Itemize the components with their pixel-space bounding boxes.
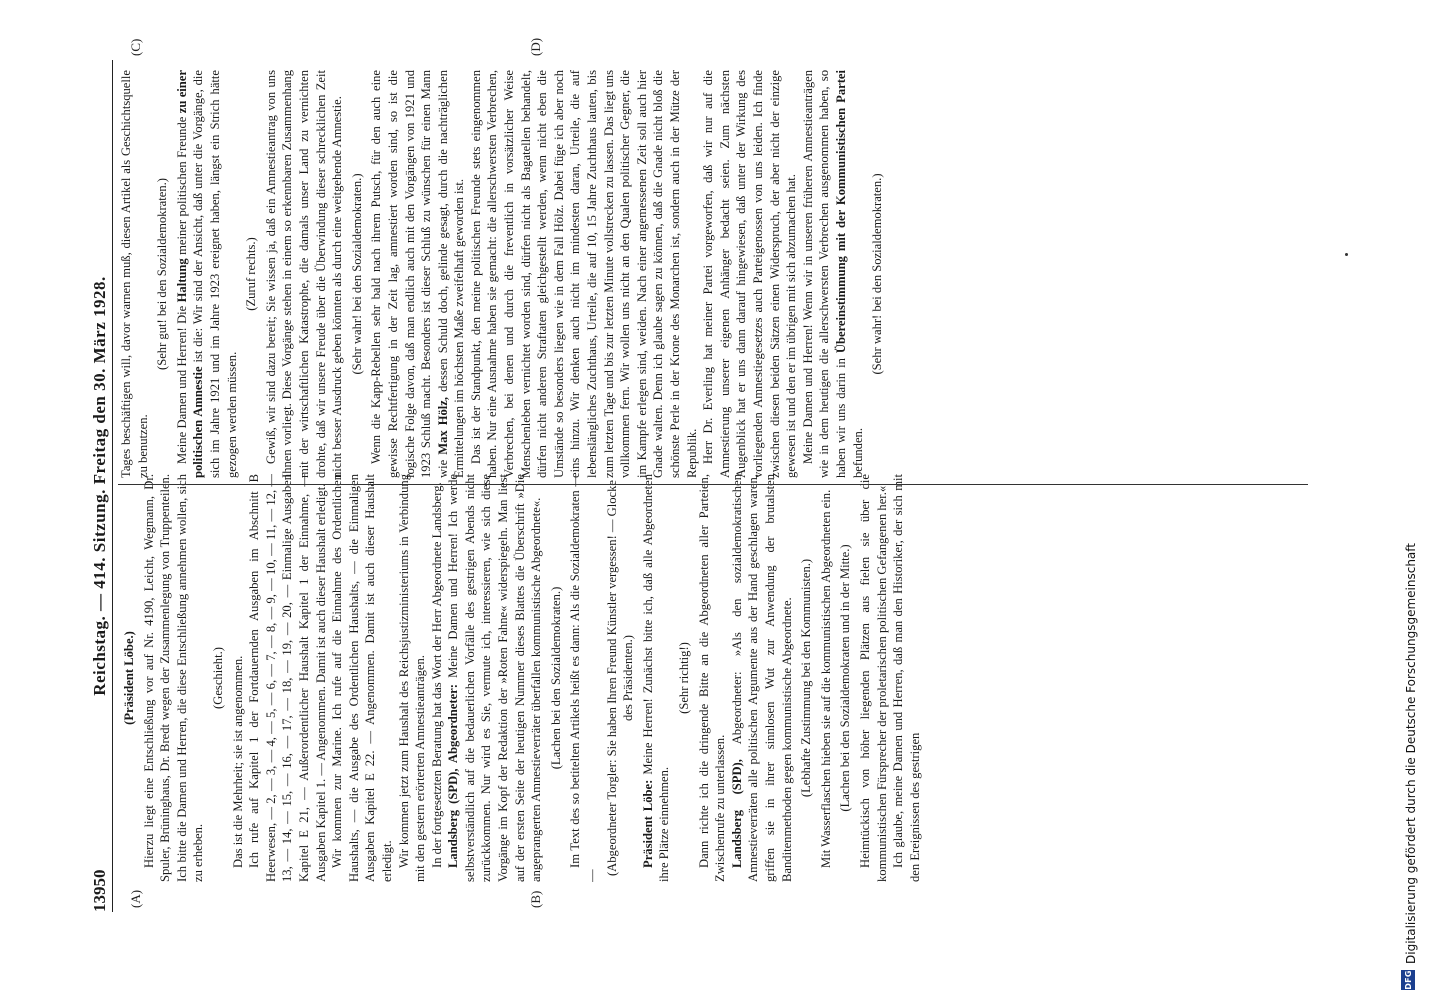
speaker-name: Landsberg (SPD), — [729, 759, 744, 868]
stage-direction: (Sehr wahr! bei den Sozialdemokraten.) — [349, 173, 364, 375]
paragraph: In der fortgesetzten Beratung hat das Wort der Herr Abgeordnete Landsberg. — [429, 482, 444, 868]
stage-direction: (Lachen bei den Sozialdemokraten und in der Mitte.) — [838, 544, 853, 812]
margin-marker-b: (B) — [528, 890, 543, 908]
dfg-logo-icon: DFG — [1401, 970, 1415, 990]
digitization-note: Digitalisierung gefördert durch die Deutsche Forschungsgemeinschaft — [1404, 542, 1418, 964]
stage-direction: (Lebhafte Zustimmung bei den Kommunisten.) — [799, 558, 814, 798]
paragraph: Wir kommen zur Marine. Ich rufe auf die Einnahme des Ordentlichen Haushalts, — die Ausgabe des Ordentlichen Haushalts, — die Einmaligen Ausgaben Kapitel E 22. — Angenommen. Damit ist auch dieser Haushalt erledigt. — [330, 474, 394, 882]
paragraph: Meine Damen und Herren! Die Haltung meiner politischen Freunde zu einer politischen Amnestie ist die: Wir sind der Ansicht, daß unter die Vorgänge, die sich im Jahre 1921 und im Jahre 1923 ereignet haben, längst ein Strich hätte gezogen werden müssen. — [174, 70, 239, 478]
paragraph: Herr Dr. Everling hat meiner Partei vorgeworfen, daß wir nur auf die Amnestierung unserer eigenen Anhänger bedacht seien. Zum nächsten Augenblick hat er uns dann darauf hingewiesen, daß unter der Wirkung des vorliegenden Amnestiegesetzes auch Parteigenossen von uns leiden. Ich finde zwischen diesen beiden Sätzen einen Widerspruch, der aber nicht der einzige gewesen ist und den er im übrigen mit sich abzumachen hat. — [701, 70, 799, 478]
paragraph: Dann richte ich die dringende Bitte an die Abgeordneten aller Parteien, Zwischenrufe zu unterlassen. — [696, 474, 728, 882]
paragraph: Meine Damen und Herren! Wenn wir in unseren früheren Amnestieanträgen wie in dem heutigen die allerschwersten Verbrechen ausgenommen haben, so haben wir uns darin in Übereinstimmung mit der Kommunistischen Partei befunden. — [800, 70, 865, 478]
speech-paragraph: Landsberg (SPD), Abgeordneter: Meine Damen und Herren! Ich werde selbstverständlich auf die bedauerlichen Vorfälle des gestrigen Abends nicht zurückkommen. Nur wird es Sie, vermute ich, interessieren, wie sich diese Vorgänge im Kopf der Redaktion der »Roten Fahne« widerspiegeln. Man liest auf der ersten Seite der heutigen Nummer dieses Blattes die Überschrift »Die angeprangerten Amnestieverräter überfallen kommunistische Abgeordnete«. — [446, 474, 544, 882]
stage-direction: (Sehr richtig!) — [677, 642, 691, 714]
paragraph: Mit Wasserflaschen hieben sie auf die kommunistischen Abgeordneten ein. — [818, 489, 833, 868]
paragraph: Wenn die Kapp-Rebellen sehr bald nach ihrem Putsch, für den auch eine gewisse Rechtfertigung in der Zeit lag, amnestiert worden sind, so ist die logische Folge davon, daß man endlich auch mit den Vorgängen von 1921 und 1923 Schluß macht. Besonders ist dieser Schluß zu wünschen für einen Mann wie Max Hölz, dessen Schuld doch, gelinde gesagt, durch die nachträglichen Ermittelungen im höchsten Maße zweifelhaft geworden ist. — [369, 70, 467, 478]
speaker-name: Landsberg (SPD), Abgeordneter: — [446, 684, 461, 868]
margin-marker-a: (A) — [128, 889, 143, 908]
stage-direction: (Zuruf rechts.) — [244, 237, 259, 311]
column-divider — [118, 484, 1308, 485]
page-number: 13950 — [90, 869, 109, 912]
paragraph: Wir kommen jetzt zum Haushalt des Reichsjustizministeriums in Verbindung mit den gestern erörterten Amnestieanträgen. — [396, 474, 428, 882]
paragraph: Im Text des so betitelten Artikels heißt es dann: Als die Sozialdemokraten — — — [568, 474, 600, 882]
speech-paragraph: Präsident Löbe: Meine Herren! Zunächst bitte ich, daß alle Abgeordneten ihre Plätze einnehmen. — [640, 474, 672, 882]
paragraph: Ich rufe auf Kapitel 1 der Fortdauernden Ausgaben im Abschnitt B Heerwesen, — 2, — 3, — 4, — 5, — 6, — 7, — 8, — 9, — 10, — 11, — 12, — 13, — 14, — 15, — 16, — 17, — 18, — 19, — 20, — Einmalige Ausgaben Kapitel E 21, — Außerordentlicher Haushalt Kapitel 1 der Einnahme, — Ausgaben Kapitel 1. — Angenommen. Damit ist auch dieser Haushalt erledigt. — [247, 474, 328, 882]
paragraph: Das ist der Standpunkt, den meine politischen Freunde stets eingenommen haben. Nur eine Ausnahme haben sie gemacht: die allerschwersten Verbrechen, Verbrechen, bei denen und durch die freventlich in vorsätzlicher Weise Menschenleben vernichtet worden sind, dürfen nicht als Bagatellen behandelt, dürfen nicht anderen Straftaten gleichgestellt werden, wenn nicht eben die Umstände so besonders liegen wie in dem Fall Hölz. Dabei füge ich aber noch eins hinzu. Wir denken auch nicht im mindesten daran, Urteile, die auf lebenslängliches Zuchthaus, Urteile, die auf 10, 15 Jahre Zuchthaus lauten, bis zum letzten Tage und bis zur letzten Minute vollstrecken zu lassen. Das liegt uns vollkommen fern. Wir wollen uns nicht an den Qualen politischer Gegner, die im Kampfe erlegen sind, weiden. Nach einer angemessenen Zeit soll auch hier Gnade walten. Denn ich glaube sagen zu können, daß die Gnade nicht bloß die schönste Perle in der Krone des Monarchen ist, sondern auch in der Mütze der Republik. — [468, 70, 699, 478]
digitization-footer — [1398, 10, 1424, 990]
stage-direction: (Lachen bei den Sozialdemokraten.) — [548, 586, 563, 770]
paragraph: Das ist die Mehrheit; sie ist angenommen. — [230, 655, 245, 868]
page-dot-mark — [1345, 253, 1348, 256]
speaker-name: Präsident Löbe: — [640, 779, 655, 868]
stage-direction: (Sehr gut! bei den Sozialdemokraten.) — [155, 178, 170, 370]
paragraph: Gewiß, wir sind dazu bereit; Sie wissen ja, daß ein Amnestieantrag von uns Ihnen vorliegt. Diese Vorgänge stehen in einem so erkennbaren Zusammenhang mit der wirtschaftlichen Katastrophe, die damals unser Land zu vernichten drohte, daß wir unsere Freude über die Überwindung dieser schrecklichen Zeit nicht besser Ausdruck geben könnten als durch eine weitgehende Amnestie. — [263, 70, 345, 478]
paragraph: Ich glaube, meine Damen und Herren, daß man den Historiker, der sich mit den Ereignissen des gestrigen — [891, 474, 922, 882]
paragraph: Heimtückisch von höher liegenden Plätzen aus fielen sie über die kommunistischen Fürsprecher der proletarischen politischen Gefangenen her.« — [857, 474, 889, 882]
stage-direction: (Sehr wahr! bei den Sozialdemokraten.) — [870, 173, 885, 375]
stage-direction: (Geschieht.) — [210, 647, 225, 709]
left-column — [118, 474, 1318, 882]
margin-marker-c: (C) — [128, 38, 143, 56]
page-title: Reichstag. — 414. Sitzung. Freitag den 30. März 1928. — [90, 276, 109, 696]
margin-marker-d: (D) — [528, 37, 543, 56]
speaker-tag: (Präsident Löbe.) — [122, 631, 136, 725]
paragraph: Hierzu liegt eine Entschließung vor auf Nr. 4190, Leicht, Wegmann, Dr. Spuler, Brüninghaus, Dr. Bredt wegen der Zusammenlegung von Truppenteilen. Ich bitte die Damen und Herren, die diese Entschließung annehmen wollen, sich zu erheben. — [141, 474, 206, 882]
speech-paragraph: Landsberg (SPD), Abgeordneter: »Als den sozialdemokratischen Amnestieverräten alle politischen Argumente aus der Hand geschlagen waren, griffen sie in ihrer sinnlosen Wut zur Anwendung der brutalsten Banditenmethoden gegen kommunistische Abgeordnete. — [729, 474, 794, 882]
stage-direction: (Abgeordneter Torgler: Sie haben Ihren Freund Künstler vergessen! — Glocke des Präsidenten.) — [604, 479, 636, 877]
page-header — [90, 60, 113, 912]
paragraph: Tages beschäftigen will, davor warnen muß, diesen Artikel als Geschichtsquelle zu benutzen. — [119, 70, 150, 478]
right-column — [118, 70, 1318, 478]
